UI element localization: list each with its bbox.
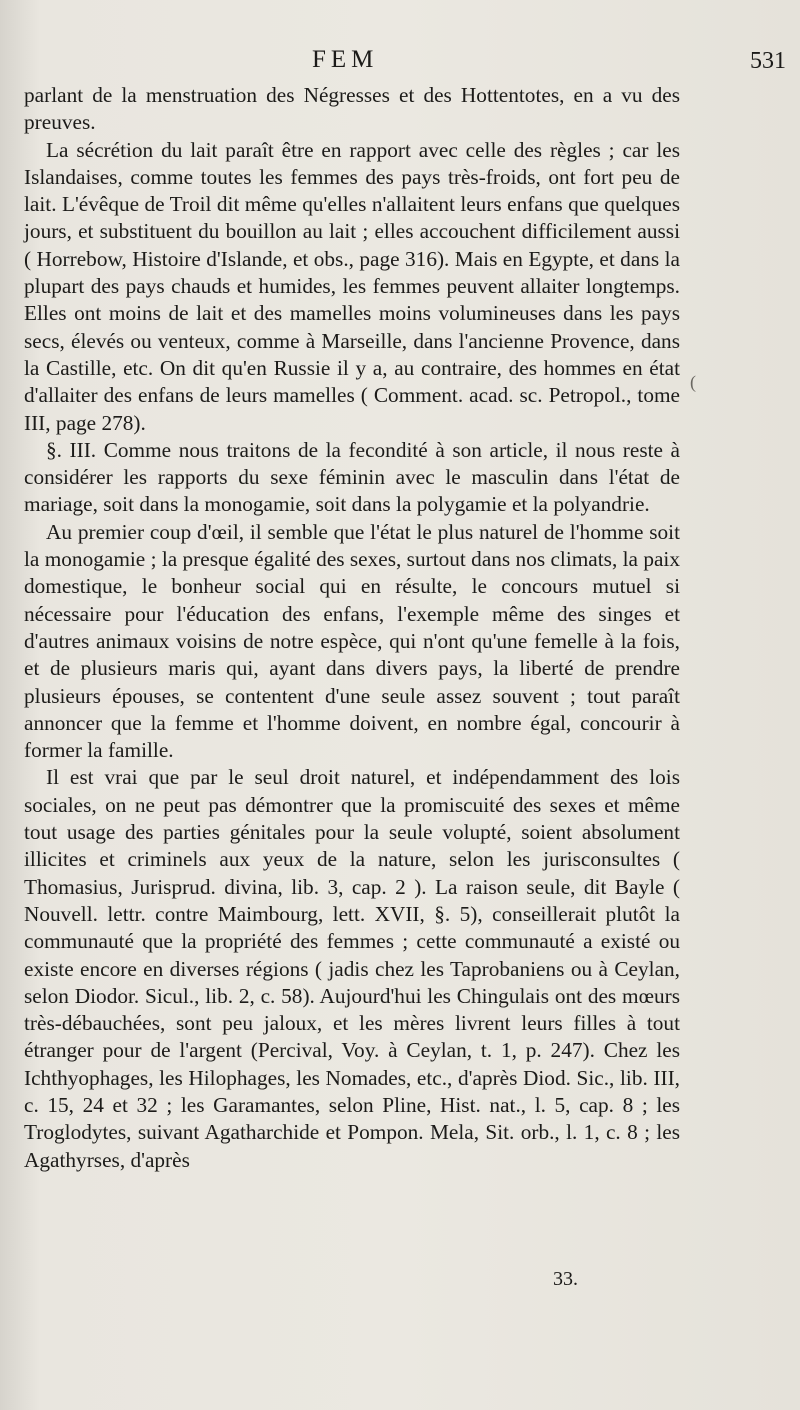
running-head: FEM [312, 46, 379, 73]
page-number: 531 [750, 48, 786, 74]
paragraph-natural-law: Il est vrai que par le seul droit naturel, et indépendamment des lois sociales, on ne peut pas démontrer que la promiscuité des sexes et même tout usage des parties génitales pour la seule volupté, soient absolument illicites et criminels aux yeux de la nature, selon les jurisconsultes ( Thomasius, Jurisprud. divina, lib. 3, cap. 2 ). La raison seule, dit Bayle ( Nouvell. lettr. contre Maimbourg, lett. XVII, §. 5), conseillerait plutôt la communauté que la propriété des femmes ; cette communauté a existé ou existe encore en diverses régions ( jadis chez les Taprobaniens ou à Ceylan, selon Diodor. Sicul., lib. 2, c. 58). Aujourd'hui les Chingulais ont des mœurs très-débauchées, sont peu jaloux, et les mères livrent leurs filles à tout étranger pour de l'argent (Percival, Voy. à Ceylan, t. 1, p. 247). Chez les Ichthyophages, les Hilophages, les Nomades, etc., d'après Diod. Sic., lib. III, c. 15, 24 et 32 ; les Garamantes, selon Pline, Hist. nat., l. 5, cap. 8 ; les Troglodytes, suivant Agatharchide et Pompon. Mela, Sit. orb., l. 1, c. 8 ; les Agathyrses, d'après [24, 765, 680, 1172]
paragraph-monogamy: Au premier coup d'œil, il semble que l'état le plus naturel de l'homme soit la monogamie ; la presque égalité des sexes, surtout dans nos climats, la paix domestique, le bonheur social qui en résulte, le concours mutuel si nécessaire pour l'éducation des enfans, l'exemple même des singes et d'autres animaux voisins de notre espèce, qui n'ont qu'une femelle à la fois, et de plusieurs maris qui, ayant dans divers pays, la liberté de prendre plusieurs épouses, se contentent d'une seule assez souvent ; tout paraît annoncer que la femme et l'homme doivent, en nombre égal, concourir à former la famille. [24, 519, 680, 763]
paragraph-continuation: parlant de la menstruation des Négresses et des Hottentotes, en a vu des preuves. [24, 83, 680, 135]
signature-mark: 33. [553, 1268, 578, 1290]
paragraph-section-iii: §. III. Comme nous traitons de la fecondité à son article, il nous reste à considérer les rapports du sexe féminin avec le masculin dans l'état de mariage, soit dans la monogamie, soit dans la polygamie et la polyandrie. [24, 437, 680, 517]
page-header [0, 46, 800, 82]
body-text [24, 82, 680, 1174]
margin-mark: ( [690, 372, 696, 392]
paragraph-lactation: La sécrétion du lait paraît être en rapport avec celle des règles ; car les Islandaises, comme toutes les femmes des pays très-froids, ont fort peu de lait. L'évêque de Troil dit même qu'elles n'allaitent leurs enfans que quelques jours, et substituent du bouillon au lait ; elles accouchent difficilement aussi ( Horrebow, Histoire d'Islande, et obs., page 316). Mais en Egypte, et dans la plupart des pays chauds et humides, les femmes peuvent allaiter longtemps. Elles ont moins de lait et des mamelles moins volumineuses dans les pays secs, élevés ou venteux, comme à Marseille, dans l'ancienne Provence, dans la Castille, etc. On dit qu'en Russie il y a, au contraire, des hommes en état d'allaiter des enfans de leurs mamelles ( Comment. acad. sc. Petropol., tome III, page 278). [24, 137, 680, 435]
